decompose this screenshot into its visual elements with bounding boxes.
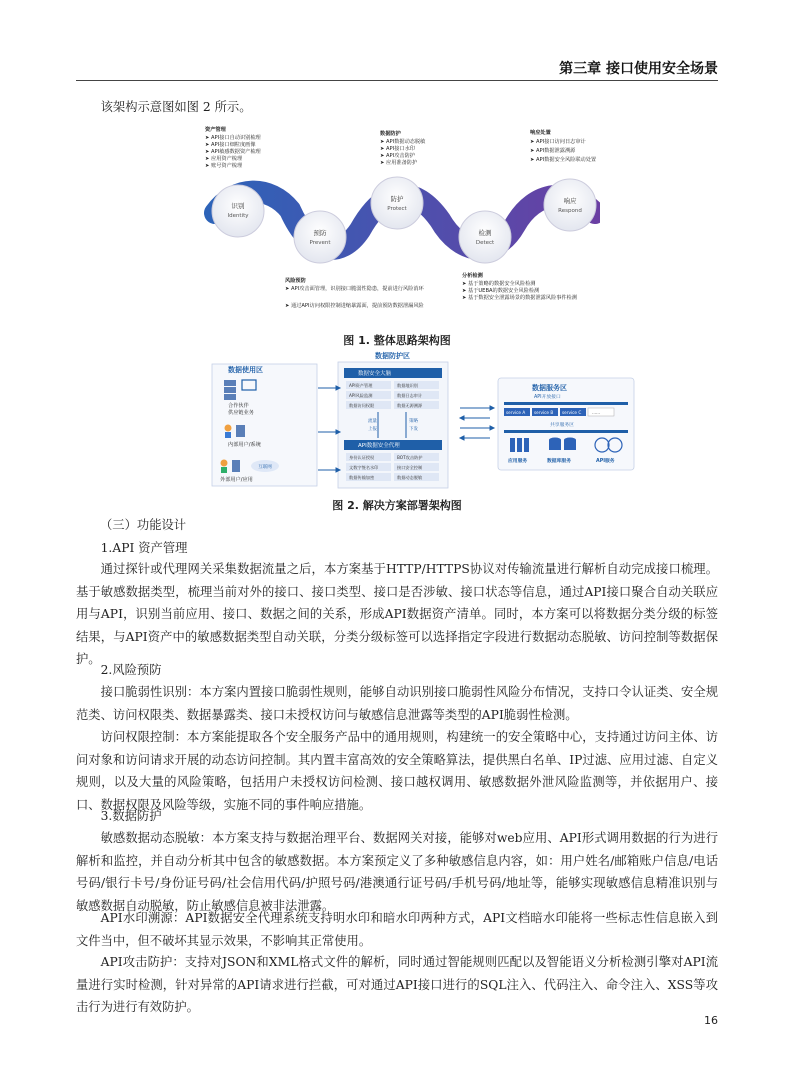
svg-text:响应处置: 响应处置 [530, 130, 551, 136]
sub2-p1: 接口脆弱性识别：本方案内置接口脆弱性规则，能够自动识别接口脆弱性风险分布情况，支持口令认证类、安全规范类、访问权限类、数据暴露类、接口未授权访问与敏感信息泄露等类型的API脆弱性检测。 [76, 685, 718, 722]
page-number: 16 [704, 1014, 718, 1027]
svg-text:响应: 响应 [563, 197, 577, 205]
svg-text:API资产管理: API资产管理 [349, 383, 373, 388]
zone-data-service [498, 378, 634, 470]
svg-text:➤ API数据安全风险联动处置: ➤ API数据安全风险联动处置 [530, 157, 597, 163]
svg-text:数据库服务: 数据库服务 [547, 459, 571, 464]
block-prevent [285, 276, 425, 309]
figure-1-diagram [200, 125, 600, 330]
svg-text:互联网: 互联网 [258, 465, 272, 470]
svg-text:➤ API攻击防护: ➤ API攻击防护 [380, 153, 415, 159]
svg-text:接口安全控制: 接口安全控制 [397, 465, 423, 470]
header-rule [76, 80, 718, 81]
svg-text:检测: 检测 [478, 229, 492, 237]
svg-text:......: ...... [592, 410, 600, 415]
svg-text:策略: 策略 [409, 419, 418, 424]
svg-text:➤ API攻击面管理，识别接口脆弱性隐患，提前进行风险消环: ➤ API攻击面管理，识别接口脆弱性隐患，提前进行风险消环 [285, 286, 424, 292]
svg-text:service A: service A [506, 410, 526, 415]
circle-protect [371, 177, 423, 229]
svg-text:上报: 上报 [368, 427, 377, 432]
sub2-title: 2.风险预防 [100, 663, 162, 677]
svg-text:➤ API数据泄露溯源: ➤ API数据泄露溯源 [530, 148, 576, 154]
figure-2-diagram [210, 350, 640, 490]
svg-text:文数字签名水印: 文数字签名水印 [349, 465, 379, 470]
svg-text:service B: service B [534, 410, 554, 415]
svg-text:Identity: Identity [227, 213, 249, 219]
svg-text:数据安全大脑: 数据安全大脑 [358, 371, 392, 377]
sub3-p1: 敏感数据动态脱敏：本方案支持与数据治理平台、数据网关对接，能够对web应用、API形式调用数据的行为进行解析和监控，并自动分析其中包含的敏感数据。本方案预定义了多种敏感信息内容，如：用户姓名/邮箱账户信息/电话号码/银行卡号/身份证号码/社会信用代码/护照号码/港澳通行证号码/手机号码/地址等，能够实现敏感信息精准识别与敏感数据自动脱敏，防止敏感信息被非法泄露。 [76, 831, 718, 913]
svg-text:流量: 流量 [368, 419, 377, 424]
svg-text:数据防护: 数据防护 [380, 131, 401, 137]
svg-text:数据访问权限: 数据访问权限 [349, 403, 375, 408]
sub2-p2: 访问权限控制：本方案能提取各个安全服务产品中的通用规则，构建统一的安全策略中心，支持通过访问主体、访问对象和访问请求开展的动态访问控制。其内置丰富高效的安全策略算法，提供黑白名单、IP过滤、应用过滤、自定义规则，以及大量的风险策略，包括用户未授权访问检测、接口越权调用、敏感数据外泄风险监测等，并依据用户、接口、数据权限及风险等级，实施不同的事件响应措施。 [76, 730, 718, 812]
zone-data-protection [338, 351, 448, 488]
block-protect [380, 129, 426, 166]
block-detect [462, 271, 577, 301]
svg-text:➤ 应用资产梳理: ➤ 应用资产梳理 [205, 156, 243, 162]
svg-text:➤ 基于UEBA的数据安全风险检测: ➤ 基于UEBA的数据安全风险检测 [462, 288, 540, 294]
block-asset [205, 125, 262, 169]
svg-text:API服务: API服务 [596, 459, 615, 464]
svg-text:➤ API数据动态脱敏: ➤ API数据动态脱敏 [380, 139, 426, 145]
svg-text:供应链业务: 供应链业务 [228, 410, 254, 416]
svg-text:数据动态脱敏: 数据动态脱敏 [397, 475, 423, 480]
svg-text:➤ API接口细粒度画像: ➤ API接口细粒度画像 [205, 142, 256, 148]
zone-data-usage [212, 364, 317, 486]
svg-text:➤ API接口水印: ➤ API接口水印 [380, 146, 415, 152]
svg-text:API数据安全代理: API数据安全代理 [358, 443, 400, 449]
svg-text:Prevent: Prevent [309, 240, 331, 246]
svg-text:➤ API接口访问日志审计: ➤ API接口访问日志审计 [530, 139, 586, 145]
svg-text:Protect: Protect [387, 206, 407, 212]
block-respond [530, 128, 596, 163]
svg-text:API开放接口: API开放接口 [534, 395, 561, 400]
svg-text:共享服务区: 共享服务区 [550, 423, 574, 428]
svg-text:➤ API接口自动识别梳理: ➤ API接口自动识别梳理 [205, 135, 261, 141]
svg-text:应用服务: 应用服务 [508, 459, 528, 464]
svg-text:资产管理: 资产管理 [205, 127, 226, 133]
svg-text:➤ 基于策略的数据安全风险检测: ➤ 基于策略的数据安全风险检测 [462, 281, 536, 287]
svg-text:数据防护区: 数据防护区 [375, 352, 410, 360]
sub3-p3: API攻击防护：支持对JSON和XML格式文件的解析，同时通过智能规则匹配以及智能语义分析检测引擎对API流量进行实时检测，针对异常的API请求进行拦截，可对通过API接口进行的SQL注入、代码注入、命令注入、XSS等攻击行为进行有效防护。 [76, 955, 718, 1015]
svg-text:外部用户/应用: 外部用户/应用 [220, 477, 253, 483]
intro-text: 该架构示意图如图 2 所示。 [100, 100, 252, 114]
svg-text:防护: 防护 [390, 195, 404, 203]
sub1-title: 1.API 资产管理 [100, 541, 188, 555]
svg-text:Respond: Respond [558, 208, 582, 214]
sub3-p2: API水印溯源：API数据安全代理系统支持明水印和暗水印两种方式，API文档暗水印能将一些标志性信息嵌入到文件当中，但不破坏其显示效果，不影响其正常使用。 [76, 911, 718, 948]
svg-text:BOT攻击防护: BOT攻击防护 [397, 455, 423, 460]
page-header-title: 第三章 接口使用安全场景 [559, 61, 718, 77]
svg-text:service C: service C [562, 410, 582, 415]
svg-text:数据地识别: 数据地识别 [397, 383, 418, 388]
circle-respond [544, 179, 596, 231]
sub3-title: 3.数据防护 [100, 809, 162, 823]
svg-text:➤ 账号资产梳理: ➤ 账号资产梳理 [205, 163, 243, 169]
svg-text:识别: 识别 [231, 202, 245, 210]
svg-text:风险预防: 风险预防 [285, 278, 306, 284]
circle-detect [459, 211, 511, 263]
svg-text:合作伙伴: 合作伙伴 [228, 403, 249, 409]
svg-text:下发: 下发 [409, 427, 418, 432]
sub1-text: 通过探针或代理网关采集数据流量之后，本方案基于HTTP/HTTPS协议对传输流量进行解析自动完成接口梳理。基于敏感数据类型，梳理当前对外的接口、接口类型、接口是否涉敏、接口状态等信息，通过API接口聚合自动关联应用与API，识别当前应用、接口、数据之间的关系，形成API数据资产清单。同时，本方案可以将数据分类分级的标签结果，与API资产中的敏感数据类型自动关联，分类分级标签可以选择指定字段进行数据动态脱敏、访问控制等数据保护。 [76, 562, 718, 667]
svg-text:身份认证授权: 身份认证授权 [349, 455, 375, 460]
svg-text:内部用户/系统: 内部用户/系统 [228, 442, 261, 448]
svg-text:数据使用区: 数据使用区 [228, 366, 263, 374]
circle-identity [212, 185, 264, 237]
svg-text:Detect: Detect [475, 240, 495, 246]
svg-text:分析检测: 分析检测 [462, 273, 483, 279]
svg-text:API风险监测: API风险监测 [349, 393, 373, 398]
svg-text:数据服务区: 数据服务区 [532, 384, 567, 392]
svg-text:➤ 通过API访问权限控制进缩暴露面，提前预防数据泄漏风险: ➤ 通过API访问权限控制进缩暴露面，提前预防数据泄漏风险 [285, 303, 424, 309]
svg-text:数据传输加密: 数据传输加密 [349, 475, 375, 480]
svg-text:➤ 基于数据安全泄露场景的数据泄露风险事件检测: ➤ 基于数据安全泄露场景的数据泄露风险事件检测 [462, 295, 577, 301]
figure-1-caption: 图 1. 整体思路架构图 [343, 334, 451, 347]
svg-text:数据无源溯源: 数据无源溯源 [397, 403, 423, 408]
svg-text:➤ 应用准备防护: ➤ 应用准备防护 [380, 160, 418, 166]
circle-prevent [294, 211, 346, 263]
svg-text:数据日志审计: 数据日志审计 [397, 393, 423, 398]
figure-2-caption: 图 2. 解决方案部署架构图 [332, 499, 462, 512]
svg-text:预防: 预防 [313, 229, 327, 237]
section-title: （三）功能设计 [100, 518, 187, 532]
svg-text:➤ API敏感数据资产梳理: ➤ API敏感数据资产梳理 [205, 149, 261, 155]
